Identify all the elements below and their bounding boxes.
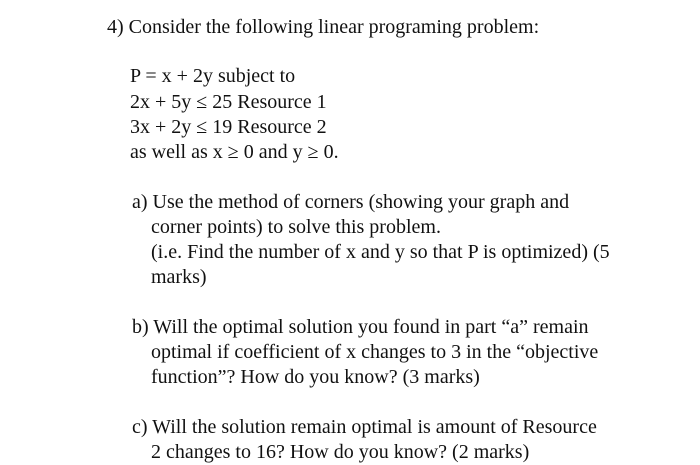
constraint-resource-1: 2x + 5y ≤ 25 Resource 1 (130, 91, 327, 113)
part-b-line-2: optimal if coefficient of x changes to 3 in the “objective (151, 341, 599, 363)
nonnegativity-constraint: as well as x ≥ 0 and y ≥ 0. (130, 141, 339, 163)
part-a-line-1: a) Use the method of corners (showing your graph and (132, 191, 570, 213)
part-b-line-1: b) Will the optimal solution you found in part “a” remain (132, 316, 589, 338)
part-c-line-1: c) Will the solution remain optimal is amount of Resource (132, 416, 597, 438)
part-c-line-2: 2 changes to 16? How do you know? (2 marks) (151, 441, 530, 463)
objective-function: P = x + 2y subject to (130, 65, 296, 87)
part-a-line-4: marks) (151, 266, 207, 288)
question-title: 4) Consider the following linear programing problem: (107, 16, 540, 38)
part-a-line-3: (i.e. Find the number of x and y so that P is optimized) (5 (151, 241, 610, 263)
constraint-resource-2: 3x + 2y ≤ 19 Resource 2 (130, 116, 327, 138)
part-a-line-2: corner points) to solve this problem. (151, 216, 441, 238)
part-b-line-3: function”? How do you know? (3 marks) (151, 366, 480, 388)
